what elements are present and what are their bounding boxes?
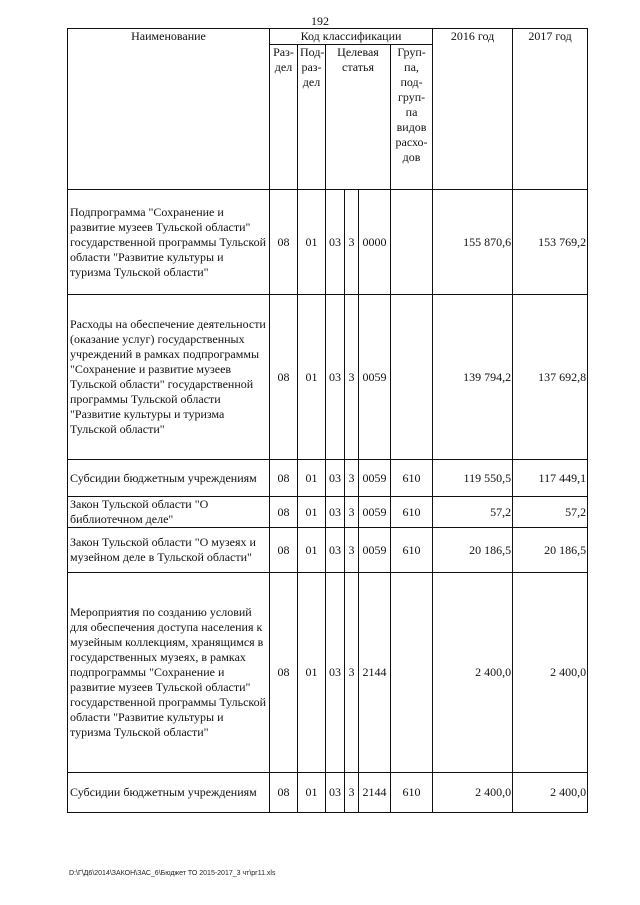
row-amount-2017: 2 400,0 [513, 573, 588, 773]
row-target-b: 3 [345, 190, 359, 295]
row-expense-type: 610 [391, 460, 433, 497]
table-body [68, 29, 588, 813]
row-razdel: 08 [270, 528, 298, 573]
header-celevaya-statya: Целевая статья [326, 45, 391, 190]
row-target-b: 3 [345, 528, 359, 573]
header-row-top [68, 29, 588, 45]
table-row [68, 190, 588, 295]
row-amount-2017: 153 769,2 [513, 190, 588, 295]
row-target-b: 3 [345, 573, 359, 773]
row-amount-2016: 155 870,6 [433, 190, 513, 295]
row-expense-type: 610 [391, 773, 433, 813]
table-row [68, 295, 588, 460]
budget-table [67, 28, 588, 813]
file-path-footer: D:\Г\Д6\2014\ЗАКОН\ЗАС_6\Бюджет ТО 2015-2017_3 чт\рг11.xls [69, 870, 276, 877]
row-target-a: 03 [326, 773, 345, 813]
row-target-a: 03 [326, 573, 345, 773]
row-amount-2017: 57,2 [513, 497, 588, 528]
row-razdel: 08 [270, 573, 298, 773]
row-target-c: 0059 [359, 295, 391, 460]
row-razdel: 08 [270, 190, 298, 295]
row-target-a: 03 [326, 528, 345, 573]
row-amount-2016: 20 186,5 [433, 528, 513, 573]
header-year-2016: 2016 год [433, 29, 513, 190]
row-podrazdel: 01 [298, 295, 326, 460]
row-target-b: 3 [345, 773, 359, 813]
row-podrazdel: 01 [298, 773, 326, 813]
page-number: 192 [311, 14, 329, 28]
row-podrazdel: 01 [298, 497, 326, 528]
row-expense-type [391, 573, 433, 773]
header-podrazdel: Под- раз- дел [298, 45, 326, 190]
row-amount-2017: 137 692,8 [513, 295, 588, 460]
row-expense-type [391, 295, 433, 460]
row-target-c: 0059 [359, 528, 391, 573]
row-expense-type: 610 [391, 497, 433, 528]
row-razdel: 08 [270, 773, 298, 813]
row-name: Закон Тульской области "О библиотечном деле" [68, 497, 270, 528]
row-podrazdel: 01 [298, 573, 326, 773]
row-target-c: 2144 [359, 773, 391, 813]
row-razdel: 08 [270, 295, 298, 460]
row-amount-2016: 139 794,2 [433, 295, 513, 460]
table-row [68, 573, 588, 773]
row-target-a: 03 [326, 295, 345, 460]
row-target-a: 03 [326, 497, 345, 528]
row-target-b: 3 [345, 295, 359, 460]
row-razdel: 08 [270, 460, 298, 497]
row-amount-2017: 2 400,0 [513, 773, 588, 813]
row-podrazdel: 01 [298, 528, 326, 573]
header-year-2017: 2017 год [513, 29, 588, 190]
row-name: Закон Тульской области "О музеях и музейном деле в Тульской области" [68, 528, 270, 573]
row-target-b: 3 [345, 460, 359, 497]
table-row [68, 460, 588, 497]
row-name: Расходы на обеспечение деятельности (оказание услуг) государственных учреждений в рамках подпрограммы "Сохранение и развитие музеев Тульской области" государственной программы Тульской области "Развитие культуры и туризма Тульской области" [68, 295, 270, 460]
row-target-a: 03 [326, 460, 345, 497]
row-amount-2016: 2 400,0 [433, 773, 513, 813]
row-target-c: 0059 [359, 497, 391, 528]
table-row [68, 528, 588, 573]
row-amount-2017: 117 449,1 [513, 460, 588, 497]
row-target-a: 03 [326, 190, 345, 295]
header-name: Наименование [68, 29, 270, 190]
row-razdel: 08 [270, 497, 298, 528]
row-amount-2016: 2 400,0 [433, 573, 513, 773]
row-name: Субсидии бюджетным учреждениям [68, 460, 270, 497]
table-row [68, 497, 588, 528]
header-gruppa: Груп- па, под- груп- па видов расхо- дов [391, 45, 433, 190]
row-target-c: 2144 [359, 573, 391, 773]
row-amount-2016: 119 550,5 [433, 460, 513, 497]
row-expense-type [391, 190, 433, 295]
row-name: Субсидии бюджетным учреждениям [68, 773, 270, 813]
header-razdel: Раз- дел [270, 45, 298, 190]
row-target-c: 0000 [359, 190, 391, 295]
row-podrazdel: 01 [298, 460, 326, 497]
row-amount-2017: 20 186,5 [513, 528, 588, 573]
row-target-c: 0059 [359, 460, 391, 497]
row-podrazdel: 01 [298, 190, 326, 295]
row-expense-type: 610 [391, 528, 433, 573]
table-row [68, 773, 588, 813]
header-code-group: Код классификации [270, 29, 433, 45]
row-name: Подпрограмма "Сохранение и развитие музеев Тульской области" государственной программы Тульской области "Развитие культуры и туризма Тульской области" [68, 190, 270, 295]
row-amount-2016: 57,2 [433, 497, 513, 528]
row-target-b: 3 [345, 497, 359, 528]
row-name: Мероприятия по созданию условий для обеспечения доступа населения к музейным коллекциям, хранящимся в государственных музеях, в рамках подпрограммы "Сохранение и развитие музеев Тульской области" государственной программы Тульской области "Развитие культуры и туризма Тульской области" [68, 573, 270, 773]
